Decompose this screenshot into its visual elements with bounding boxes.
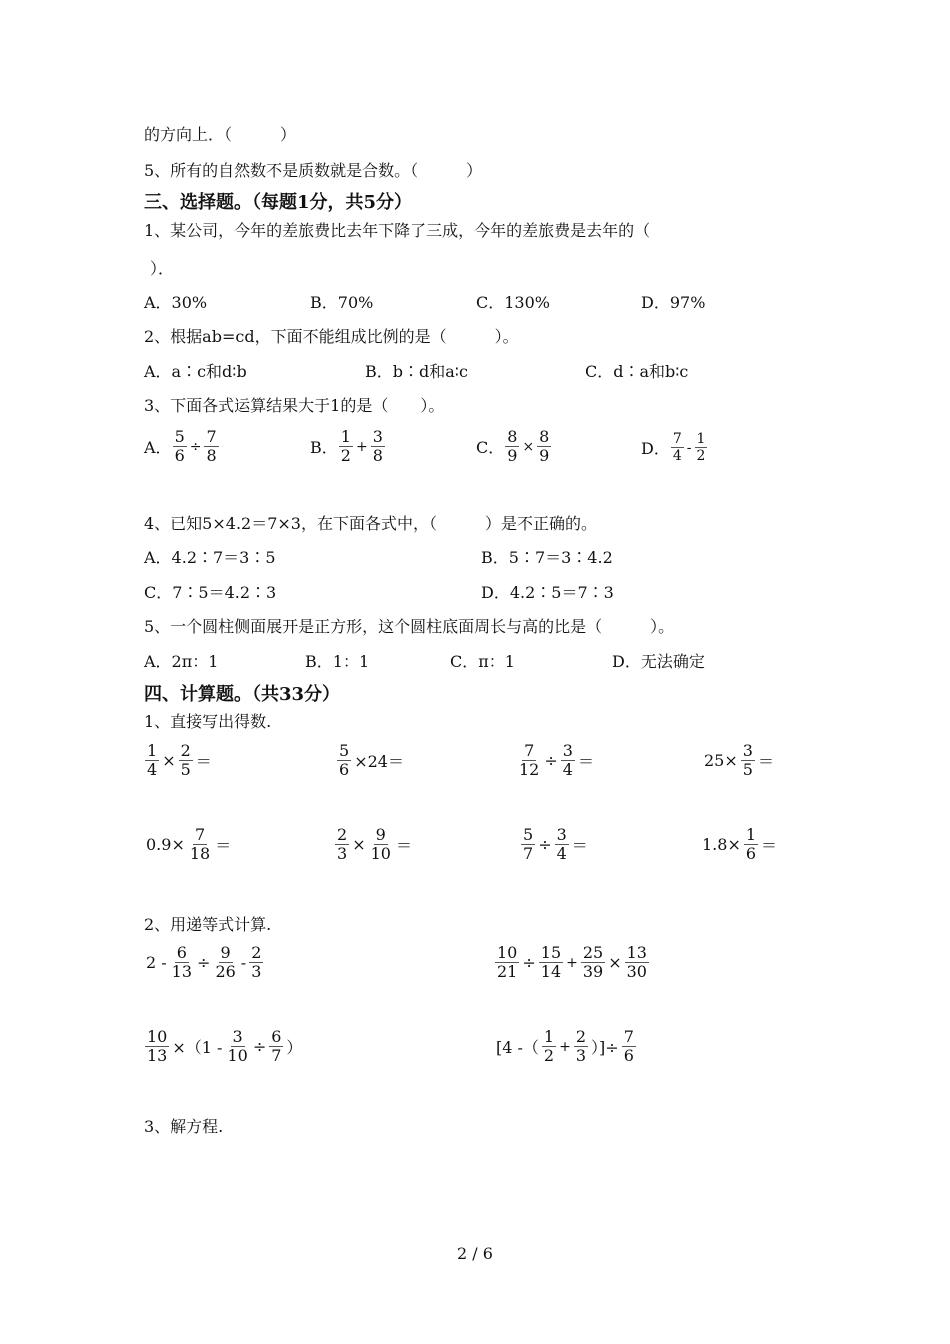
frac-den: 8 [372,446,383,466]
q3-4-opt-d: D．4.2∶5＝7∶3 [481,583,614,602]
frac-den: 12 [519,760,540,780]
section-4-title: 四、计算题。（共33分） [144,684,341,705]
operator-head: 0.9× [146,835,185,855]
step-expr-2 [494,944,650,982]
q3-3-label-d: D． [641,439,670,459]
operator: × [352,835,366,855]
frac-den: 14 [540,962,562,982]
q3-5-opt-b: B．1：1 [305,652,370,671]
frac-num: 7 [194,825,206,844]
frac-den: 5 [180,760,191,780]
calc-2-2 [334,826,414,864]
q3-5-opt-a: A．2π：1 [144,652,219,671]
q3-1-opt-c: C．130% [476,293,550,312]
frac-num: 7 [524,741,535,760]
operator-head: [4 -（ [496,1038,539,1058]
frac-num: 2 [180,741,191,760]
frac-num: 3 [232,1027,243,1046]
q3-2-opt-a: A．a∶c和d∶b [144,362,247,381]
equals: ＝ [195,752,212,772]
operator: - [686,439,692,456]
operator: × [162,751,176,771]
q3-2-opt-c: C．d∶a和b∶c [585,362,689,381]
operator: ） [286,1038,303,1058]
q3-3-label-a: A． [144,438,172,458]
q3-4-opt-a: A．4.2∶7＝3∶5 [144,548,276,567]
equals: ＝ [215,836,232,856]
step-expr-4 [494,1028,637,1066]
frac-num: 6 [271,1027,282,1046]
equals: ＝ [757,752,774,772]
equals: ＝ [761,836,778,856]
p2-title: 2、用递等式计算. [144,915,272,934]
operator: × [522,438,535,455]
q3-5-opt-c: C．π：1 [450,652,515,671]
frac-num: 6 [176,943,187,962]
frac-num: 3 [556,825,567,844]
frac-den: 26 [215,962,236,982]
equals: ＝ [577,752,594,772]
operator: ÷ [522,953,536,973]
q3-4-text: 4、已知5×4.2＝7×3，在下面各式中，（ ）是不正确的。 [144,514,597,533]
frac-den: 3 [575,1046,587,1066]
frac-num: 10 [497,943,518,962]
frac-den: 13 [147,1046,168,1066]
calc-2-4 [700,826,779,864]
equals: ＝ [395,836,412,856]
q3-1-opt-a: A．30% [144,293,208,312]
frac-num: 5 [174,427,185,446]
frac-den: 39 [582,962,604,982]
calc-1-2 [336,742,406,780]
operator: ÷ [252,1037,267,1057]
intro-line-2: 5、所有的自然数不是质数就是合数。（ ） [144,161,483,180]
p1-title: 1、直接写出得数. [144,712,272,731]
q3-3-option-b [310,428,386,466]
frac-num: 2 [575,1027,587,1046]
q3-1-opt-b: B．70% [310,293,374,312]
calc-1-4 [702,742,776,780]
frac-num: 1 [147,741,158,760]
frac-num: 1 [745,825,757,844]
q3-3-label-c: C． [476,438,505,458]
operator-head: 25× [704,751,738,771]
q3-3-option-d [641,431,708,464]
operator: ）]÷ [591,1038,619,1058]
q3-3-option-c [476,428,552,466]
calc-1-1 [144,742,214,780]
operator: ÷ [189,438,202,455]
frac-num: 1 [696,431,706,447]
step-expr-3 [144,1028,304,1066]
frac-den: 21 [497,962,518,982]
q3-1-text: 1、某公司，今年的差旅费比去年下降了三成，今年的差旅费是去年的（ [144,221,651,240]
frac-den: 6 [623,1046,634,1066]
frac-num: 10 [147,1027,168,1046]
frac-den: 9 [539,446,550,466]
q3-2-opt-b: B．b∶d和a∶c [365,362,468,381]
frac-num: 8 [539,427,550,446]
frac-den: 4 [556,844,567,864]
frac-den: 9 [507,446,518,466]
frac-num: 9 [375,825,386,844]
q3-4-opt-b: B．5∶7＝3∶4.2 [481,548,613,567]
q3-3-text: 3、下面各式运算结果大于1的是（ ）。 [144,396,445,415]
frac-den: 4 [147,760,158,780]
frac-den: 18 [189,844,211,864]
frac-num: 25 [582,943,604,962]
frac-num: 5 [339,741,350,760]
calc-1-3 [516,742,596,780]
frac-num: 7 [623,1027,634,1046]
q3-4-opt-c: C．7∶5＝4.2∶3 [144,583,277,602]
frac-den: 10 [227,1046,248,1066]
frac-den: 3 [251,962,262,982]
frac-num: 15 [540,943,562,962]
q3-1-opt-d: D．97% [641,293,706,312]
frac-num: 7 [672,431,682,447]
operator: + [559,1038,571,1055]
operator: + [566,954,578,971]
operator-head: 1.8× [702,835,741,855]
frac-den: 10 [370,844,391,864]
frac-num: 8 [507,427,518,446]
section-3-title: 三、选择题。（每题1分，共5分） [144,192,413,213]
frac-den: 6 [174,446,185,466]
frac-den: 6 [745,844,757,864]
intro-line-1: 的方向上．（ ） [144,125,297,144]
frac-den: 13 [171,962,193,982]
p3-title: 3、解方程. [144,1117,224,1136]
frac-num: 7 [206,427,217,446]
operator: ÷ [197,953,211,973]
frac-den: 6 [339,760,350,780]
frac-den: 7 [271,1046,282,1066]
frac-num: 13 [626,943,647,962]
frac-den: 2 [696,448,706,465]
frac-den: 4 [562,760,573,780]
operator: + [355,438,368,455]
frac-den: 5 [742,760,753,780]
page-number: 2 / 6 [457,1244,493,1263]
frac-den: 4 [672,448,682,465]
operator-tail: ×24＝ [354,752,404,772]
calc-2-3 [520,826,590,864]
step-expr-1 [144,944,264,982]
frac-num: 3 [742,741,753,760]
frac-num: 9 [220,943,231,962]
q3-5-text: 5、一个圆柱侧面展开是正方形，这个圆柱底面周长与高的比是（ ）。 [144,617,675,636]
frac-den: 30 [626,962,647,982]
frac-num: 1 [340,427,351,446]
frac-num: 3 [372,427,383,446]
frac-den: 3 [337,844,348,864]
operator: ×（1 - [172,1038,223,1058]
q3-3-option-a [144,428,220,466]
frac-den: 8 [206,446,217,466]
frac-num: 2 [337,825,348,844]
frac-num: 3 [562,741,573,760]
operator: ÷ [544,751,558,771]
equals: ＝ [571,836,588,856]
q3-2-text: 2、根据ab=cd，下面不能组成比例的是（ ）。 [144,327,519,346]
operator: ÷ [538,835,552,855]
q3-1-text-2: ）． [150,259,175,278]
q3-5-opt-d: D．无法确定 [612,652,705,671]
operator: × [608,953,622,973]
q3-3-label-b: B． [310,438,338,458]
frac-den: 7 [523,844,534,864]
frac-den: 2 [543,1046,555,1066]
frac-num: 2 [251,943,262,962]
frac-den: 2 [340,446,351,466]
frac-num: 5 [523,825,534,844]
operator: - [240,953,247,973]
frac-num: 1 [543,1027,555,1046]
calc-2-1 [144,826,233,864]
operator-head: 2 - [146,953,167,973]
